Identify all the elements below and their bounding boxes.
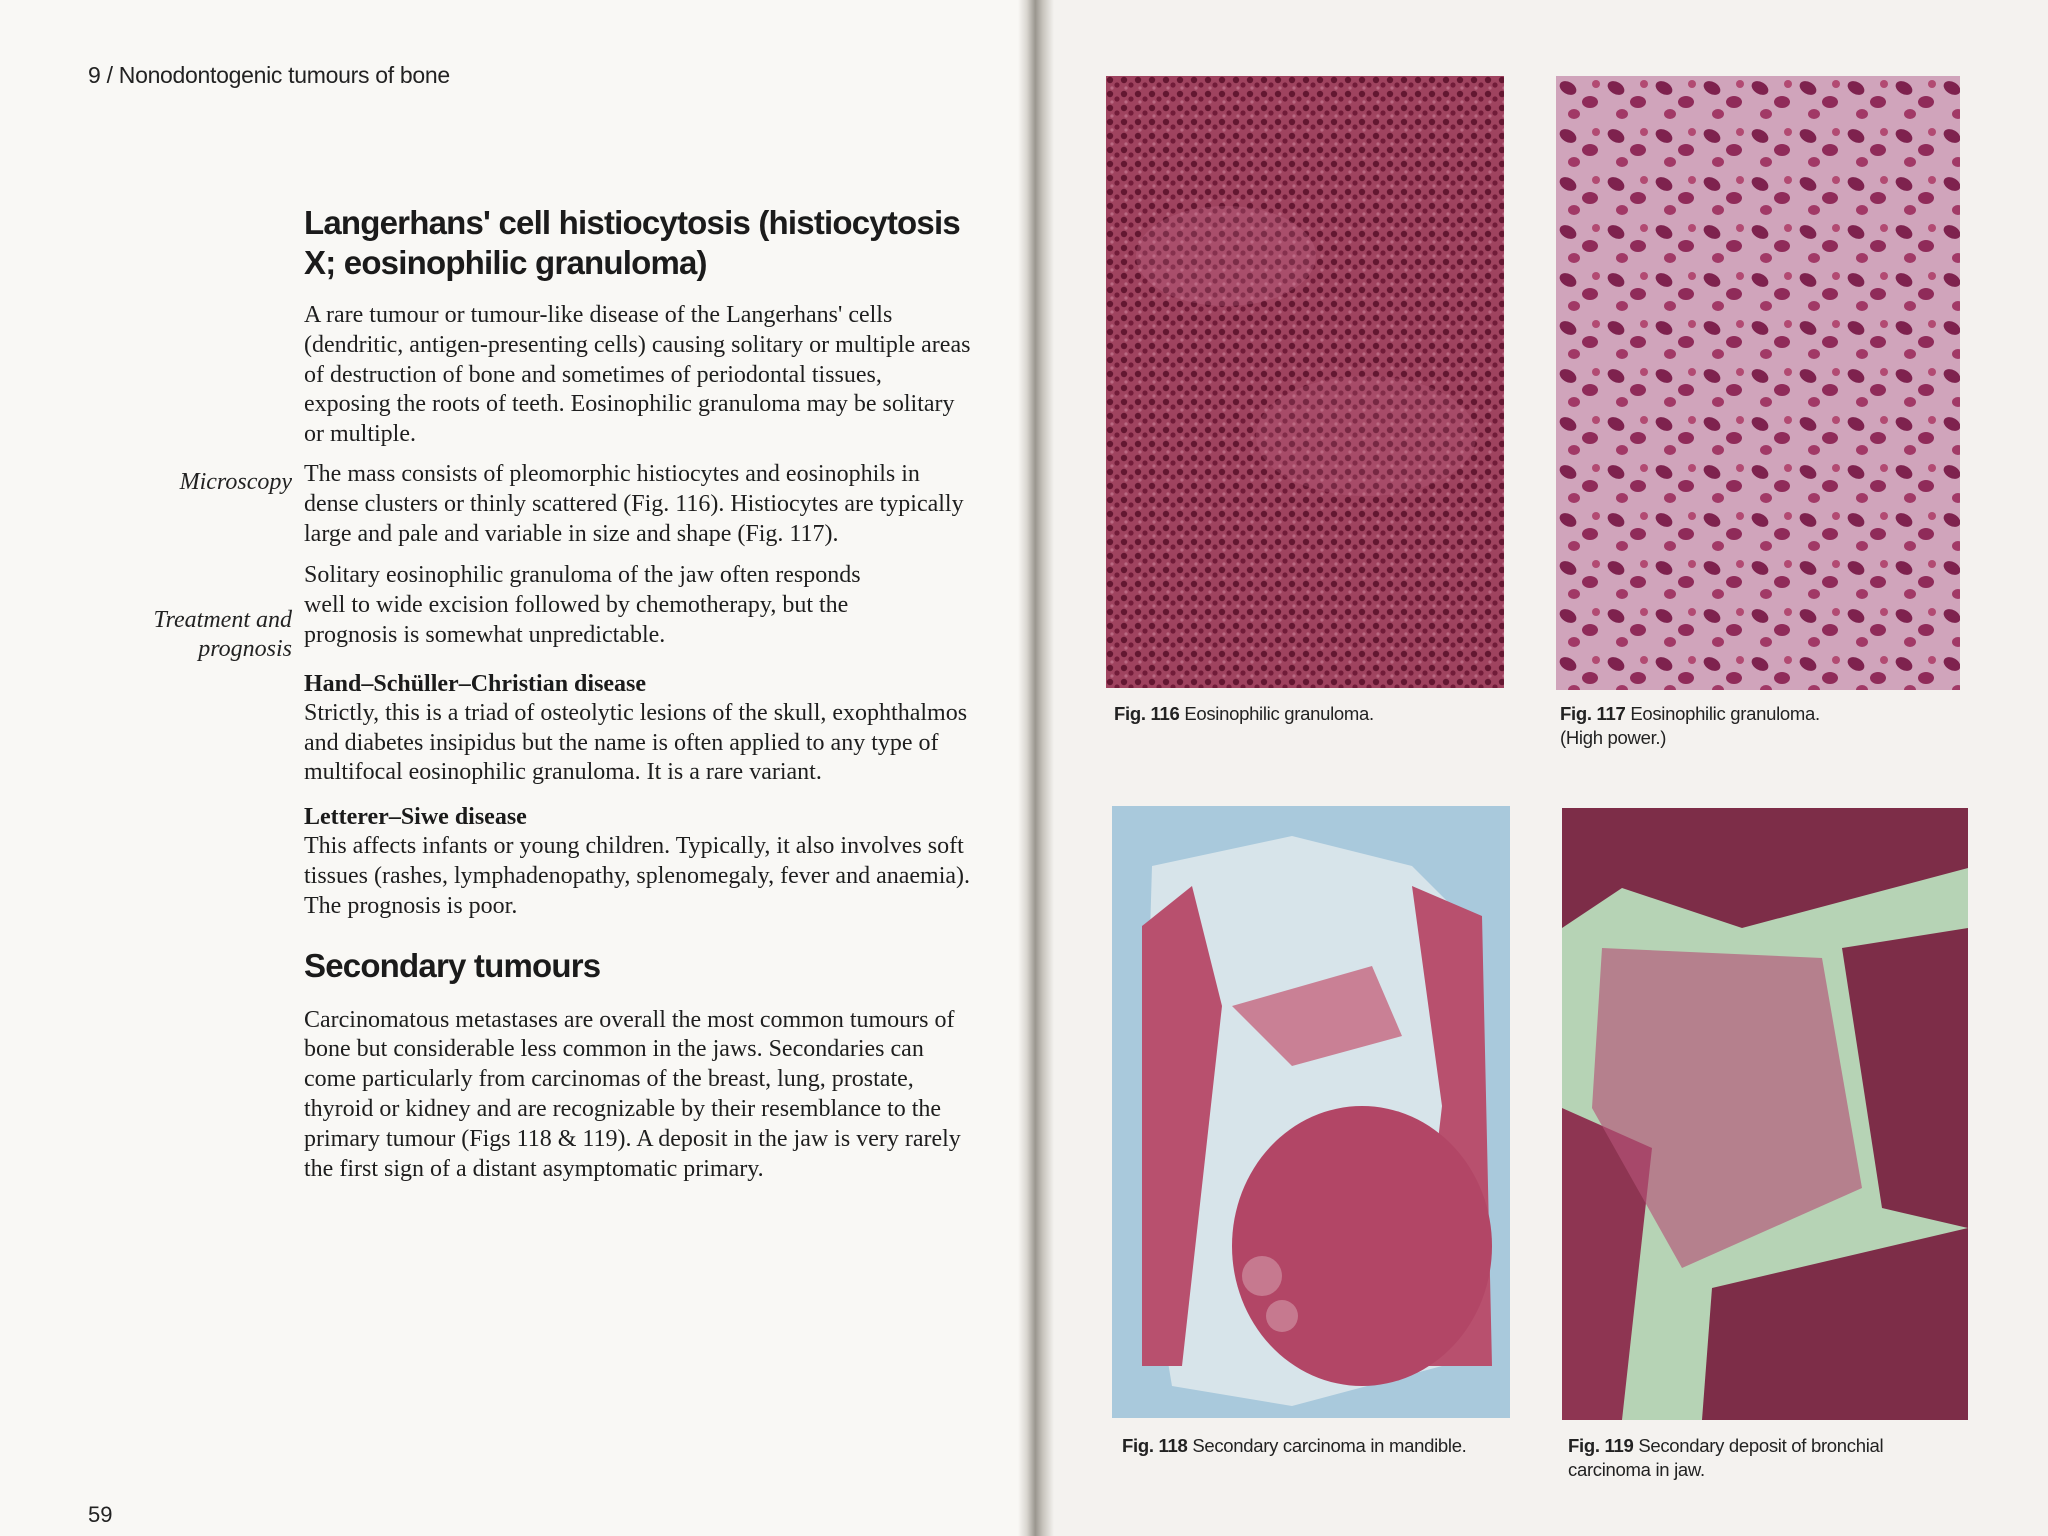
- caption-fig-118-label: Fig. 118: [1122, 1435, 1188, 1456]
- section-title-secondary: Secondary tumours: [304, 946, 601, 984]
- caption-fig-118-text: Secondary carcinoma in mandible.: [1192, 1435, 1467, 1456]
- caption-fig-117: [1560, 702, 1820, 750]
- running-head: 9 / Nonodontogenic tumours of bone: [88, 62, 450, 88]
- treatment-paragraph: Solitary eosinophilic granuloma of the jaw often responds well to wide excision followed by chemotherapy, but the prognosis is somewhat unpredictable.: [304, 562, 861, 648]
- caption-fig-117-text2: (High power.): [1560, 727, 1667, 748]
- section-title-langerhans: Langerhans' cell histiocytosis (histiocytosis X; eosinophilic granuloma): [304, 204, 960, 281]
- hsc-heading: Hand–Schüller–Christian disease: [304, 670, 647, 697]
- hsc-paragraph: Strictly, this is a triad of osteolytic lesions of the skull, exophthalmos and diabetes insipidus but the name is often applied to any type of multifocal eosinophilic granuloma. It is a rare variant.: [304, 699, 968, 786]
- ls-heading: Letterer–Siwe disease: [304, 804, 527, 831]
- secondary-paragraph: Carcinomatous metastases are overall the most common tumours of bone but considerable less common in the jaws. Secondaries can come particularly from carcinomas of the breast, lung, prostate, thyroid or kidney and are recognizable by their resemblance to the primary tumour (Figs 118 & 119). A deposit in the jaw is very rarely the first sign of a distant asymptomatic primary.: [304, 1006, 961, 1182]
- caption-fig-119: [1568, 1434, 1883, 1482]
- caption-fig-116: [1114, 702, 1374, 726]
- caption-fig-118: [1122, 1434, 1467, 1458]
- page-number: 59: [88, 1502, 113, 1527]
- figure-116-image: [1106, 76, 1504, 688]
- book-gutter: [1018, 0, 1054, 1536]
- caption-fig-116-text: Eosinophilic granuloma.: [1184, 703, 1374, 724]
- figure-119-image: [1562, 808, 1968, 1420]
- figure-117-image: [1556, 76, 1960, 690]
- intro-paragraph: A rare tumour or tumour-like disease of the Langerhans' cells (dendritic, antigen-presenting cells) causing solitary or multiple areas of destruction of bone and sometimes of periodontal tissues, exposing the roots of teeth. Eosinophilic granuloma may be solitary or multiple.: [304, 302, 971, 448]
- margin-label-microscopy: Microscopy: [179, 469, 292, 495]
- margin-label-treatment: [72, 606, 292, 664]
- caption-fig-119-text: Secondary deposit of bronchial: [1638, 1435, 1884, 1456]
- section-langerhans: [304, 203, 972, 1184]
- caption-fig-117-text: Eosinophilic granuloma.: [1630, 703, 1820, 724]
- caption-fig-117-label: Fig. 117: [1560, 703, 1626, 724]
- figure-118-image: [1112, 806, 1510, 1418]
- margin-label-treatment-line2: prognosis: [198, 636, 292, 662]
- microscopy-paragraph: The mass consists of pleomorphic histiocytes and eosinophils in dense clusters or thinly scattered (Fig. 116). Histiocytes are typically large and pale and variable in size and shape (Fig. 117).: [304, 460, 964, 547]
- ls-paragraph: This affects infants or young children. Typically, it also involves soft tissues (rashes, lymphadenopathy, splenomegaly, fever and anaemia). The prognosis is poor.: [304, 833, 970, 919]
- caption-fig-119-label: Fig. 119: [1568, 1435, 1634, 1456]
- caption-fig-116-label: Fig. 116: [1114, 703, 1180, 724]
- margin-label-treatment-line1: Treatment and: [153, 607, 292, 633]
- caption-fig-119-text2: carcinoma in jaw.: [1568, 1459, 1705, 1480]
